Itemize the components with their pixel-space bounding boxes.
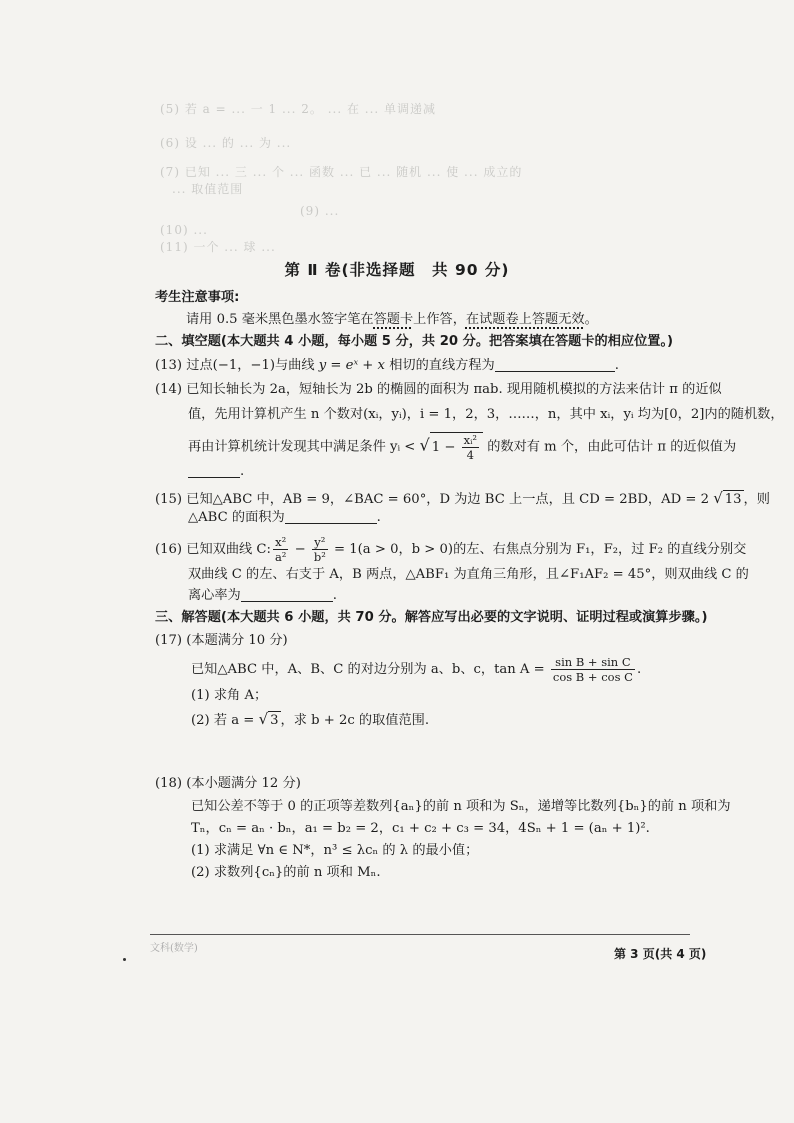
answer-blank — [495, 357, 615, 372]
q15-sqrt: 13 — [724, 492, 742, 507]
q17-text: . — [636, 662, 642, 677]
q16-text: = 1(a > 0，b > 0)的左、右焦点分别为 F₁，F₂，过 F₂ 的直线分别交 — [329, 542, 747, 557]
q16-line3 — [188, 587, 337, 605]
q16-line: 双曲线 C 的左、右支于 A，B 两点，△ABF₁ 为直角三角形，且∠F₁AF₂ = 45°，则双曲线 C 的 — [188, 567, 749, 582]
q14-text: 再由计算机统计发现其中满足条件 yᵢ < — [188, 439, 420, 455]
q16-text: 离心率为 — [188, 588, 241, 603]
q17-text: 已知△ABC 中，A、B、C 的对边分别为 a、b、c，tan A = — [191, 662, 549, 677]
q14-sqrt — [430, 432, 483, 462]
q14-fraction — [462, 433, 479, 462]
q18-line: 已知公差不等于 0 的正项等差数列{aₙ}的前 n 项和为 Sₙ，递增等比数列{bₙ}的前 n 项和为 — [191, 799, 731, 814]
q15-text: . — [376, 510, 381, 525]
q18-part2: (2) 求数列{cₙ}的前 n 项和 Mₙ. — [191, 865, 381, 880]
scan-speck — [123, 958, 126, 961]
q13-text: (13) 过点(−1，−1)与曲线 — [155, 358, 319, 373]
q14-line: 值，先用计算机产生 n 个数对(xᵢ，yᵢ)，i = 1，2，3，……，n，其中 xᵢ，yᵢ 均为[0，2]内的随机数， — [188, 407, 784, 422]
q15-line2 — [188, 509, 381, 527]
q17-line1 — [191, 655, 641, 684]
sqrt-symbol: √ — [258, 710, 269, 728]
ghost-line: ... 取值范围 — [172, 182, 244, 196]
fraction-denominator: a² — [274, 550, 287, 564]
q13-text: . — [614, 358, 619, 373]
q17-head: (17) (本题满分 10 分) — [155, 633, 288, 648]
notice-text-b: 上作答， — [413, 312, 466, 327]
section2-heading: 二、填空题(本大题共 4 小题，每小题 5 分，共 20 分。把答案填在答题卡的相应位置。) — [155, 334, 674, 349]
notice-heading: 考生注意事项: — [155, 290, 240, 305]
ghost-line: (9) ... — [300, 204, 340, 218]
notice-text-a: 请用 0.5 毫米黑色墨水签字笔在 — [186, 312, 374, 327]
question-13 — [155, 357, 619, 375]
q14-answer — [188, 463, 244, 481]
notice-text — [186, 311, 598, 329]
notice-emphasis: 在试题卷上答题无效 — [465, 312, 585, 327]
q13-text: 相切的直线方程为 — [385, 358, 495, 373]
q16-text: − — [290, 542, 310, 557]
fraction-denominator: b² — [313, 550, 326, 564]
q14-line — [188, 432, 736, 462]
ghost-line: (11) 一个 ... 球 ... — [160, 240, 276, 254]
q16-fraction — [273, 535, 288, 564]
fraction-denominator: cos B + cos C — [552, 670, 633, 684]
q17-part2 — [191, 710, 429, 730]
q17-fraction — [551, 655, 635, 684]
answer-blank — [241, 587, 333, 602]
ghost-line: (7) 已知 ... 三 ... 个 ... 函数 ... 已 ... 随机 ... 使 ... 成立的 — [160, 165, 523, 179]
q14-sqrt-text: 1 − — [431, 440, 460, 455]
q16-text: . — [332, 588, 337, 603]
q17-part1: (1) 求角 A； — [191, 688, 268, 703]
q15-text: (15) 已知△ABC 中，AB = 9，∠BAC = 60°，D 为边 BC 上一点，且 CD = 2BD，AD = 2 — [155, 492, 714, 507]
fraction-numerator: sin B + sin C — [551, 655, 635, 670]
fraction-denominator: 4 — [466, 448, 474, 462]
fraction-numerator: x² — [273, 535, 288, 550]
notice-text-c: 。 — [584, 312, 598, 327]
section-title: 第 Ⅱ 卷(非选择题 共 90 分) — [284, 261, 510, 279]
ghost-line: (5) 若 a = ... 一 1 ... 2。 ... 在 ... 单调递减 — [160, 102, 437, 116]
q15-text: ，则 — [743, 492, 770, 507]
q15-text: △ABC 的面积为 — [188, 510, 285, 525]
q14-text: . — [240, 464, 245, 479]
q18-part1: (1) 求满足 ∀n ∈ N*，n³ ≤ λcₙ 的 λ 的最小值； — [191, 843, 479, 858]
q18-head: (18) (本小题满分 12 分) — [155, 776, 301, 791]
page-number: 第 3 页(共 4 页) — [614, 947, 707, 961]
q17-sqrt: 3 — [270, 713, 279, 728]
footer-subject: 文科(数学) — [150, 943, 198, 954]
question-15 — [155, 489, 770, 509]
footer-divider — [150, 934, 690, 935]
section3-heading: 三、解答题(本大题共 6 小题，共 70 分。解答应写出必要的文字说明、证明过程或演算步骤。) — [155, 610, 708, 625]
answer-blank — [285, 509, 377, 524]
q13-formula: y = eˣ + x — [318, 358, 385, 373]
q17-text: ，求 b + 2c 的取值范围. — [280, 713, 430, 728]
sqrt-symbol: √ — [713, 489, 723, 507]
fraction-numerator: y² — [312, 535, 328, 550]
q14-text: 的数对有 m 个，由此可估计 π 的近似值为 — [483, 439, 737, 455]
q16-text: (16) 已知双曲线 C: — [155, 542, 271, 557]
q18-line: Tₙ，cₙ = aₙ · bₙ，a₁ = b₂ = 2，c₁ + c₂ + c₃ = 34，4Sₙ + 1 = (aₙ + 1)². — [191, 821, 650, 836]
q16-fraction — [312, 535, 328, 564]
ghost-line: (10) ... — [160, 223, 208, 237]
q14-line: (14) 已知长轴长为 2a，短轴长为 2b 的椭圆的面积为 πab. 现用随机模拟的方法来估计 π 的近似 — [155, 382, 722, 397]
question-16 — [155, 535, 746, 564]
notice-emphasis: 答题卡 — [373, 312, 414, 327]
ghost-line: (6) 设 ... 的 ... 为 ... — [160, 136, 292, 150]
sqrt-symbol: √ — [419, 435, 430, 455]
answer-blank — [188, 463, 240, 478]
q17-text: (2) 若 a = — [191, 713, 259, 728]
fraction-numerator: xᵢ² — [463, 433, 477, 447]
